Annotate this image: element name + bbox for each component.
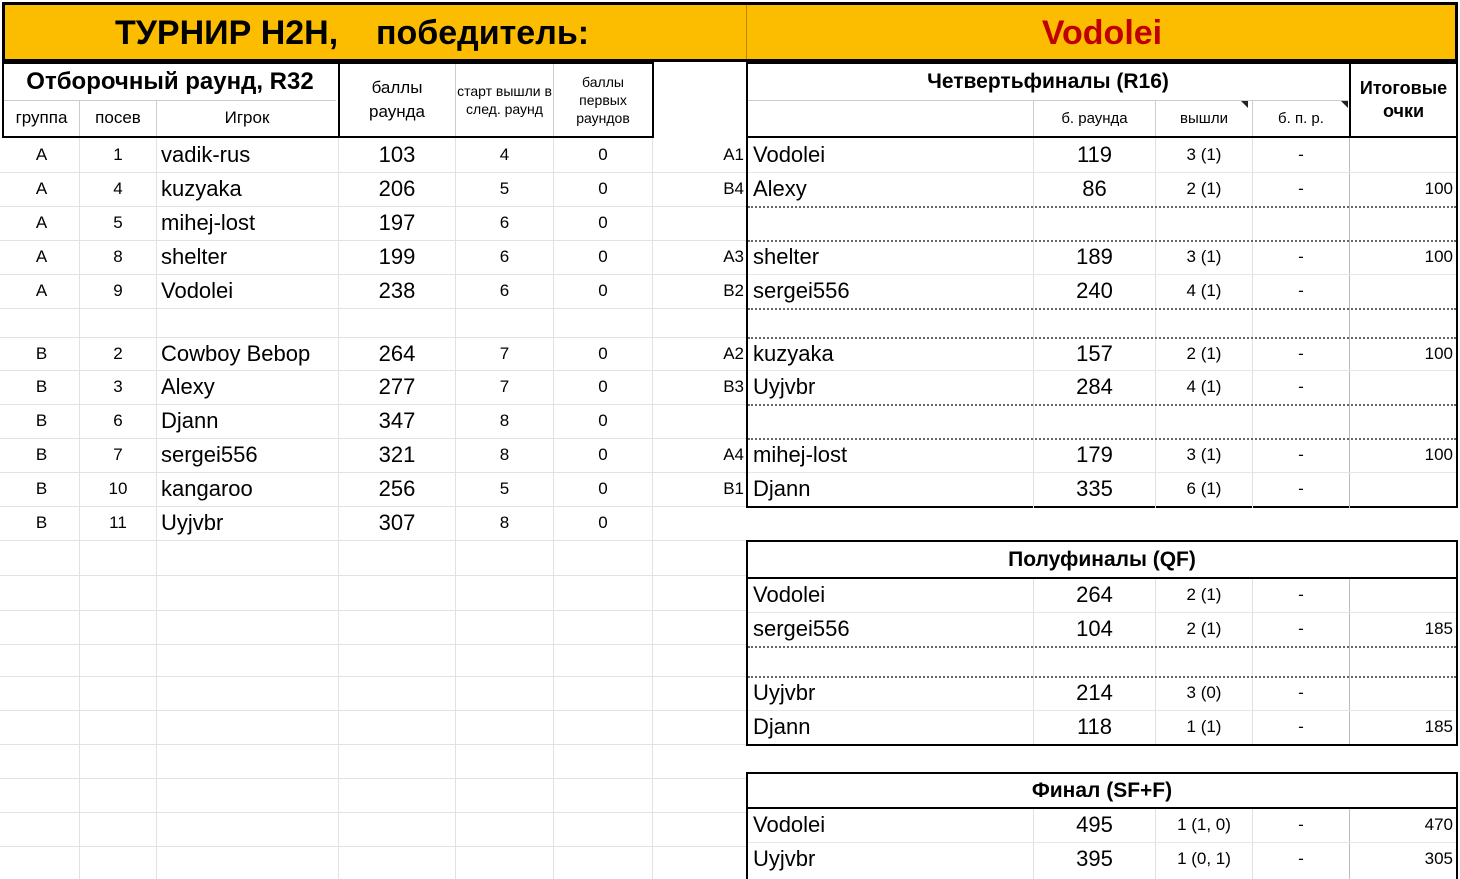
q-first-points: 0 (598, 377, 608, 396)
match-final-points: 100 (1424, 344, 1453, 363)
q-round-points: 347 (378, 408, 416, 433)
q-round-points: 256 (378, 476, 416, 501)
q-seed: 6 (113, 411, 123, 430)
match-advanced: 3 (1) (1186, 445, 1222, 464)
q-first-points: 0 (598, 411, 608, 430)
q-seed: 7 (113, 445, 123, 464)
q-seed: 10 (108, 479, 128, 498)
match-bpr: - (1298, 344, 1304, 363)
qualifying-title: Отборочный раунд, R32 (26, 68, 314, 95)
match-round-points: 86 (1082, 176, 1107, 201)
match-player: Uyjvbr (753, 680, 816, 705)
q-start: 8 (499, 411, 510, 430)
match-round-points: 189 (1076, 244, 1113, 269)
final-title: Финал (SF+F) (1031, 778, 1173, 802)
q-seed: 3 (113, 377, 123, 396)
match-bpr: - (1298, 815, 1304, 834)
q-group: A (35, 145, 48, 164)
match-final-points: 100 (1424, 179, 1453, 198)
q-start: 6 (499, 247, 510, 266)
match-player: sergei556 (753, 616, 850, 641)
col-divider (1349, 138, 1350, 508)
col-seed: посев (95, 108, 141, 127)
q-player: Alexy (161, 374, 215, 399)
match-separator (748, 240, 1456, 242)
q-first-points: 0 (598, 213, 608, 232)
match-advanced: 1 (0, 1) (1177, 849, 1231, 868)
match-advanced: 2 (1) (1186, 179, 1222, 198)
match-round-points: 335 (1076, 476, 1113, 501)
match-advanced: 2 (1) (1186, 344, 1222, 363)
q-player: kuzyaka (161, 176, 242, 201)
grid-line (0, 812, 746, 813)
col-divider (1349, 809, 1350, 879)
match-bpr: - (1298, 145, 1304, 164)
grid-line (0, 710, 746, 711)
qf-seed: A2 (723, 344, 744, 363)
q-round-points: 206 (378, 176, 416, 201)
match-bpr: - (1298, 849, 1304, 868)
grid-line (0, 846, 746, 847)
row-line (748, 274, 1456, 275)
match-bpr: - (1298, 247, 1304, 266)
match-bpr: - (1298, 479, 1304, 498)
comment-marker-icon (1241, 101, 1248, 108)
match-separator (748, 308, 1456, 310)
q-seed: 11 (109, 513, 127, 532)
grid-line (156, 138, 157, 879)
grid-line (0, 644, 746, 645)
match-round-points: 395 (1076, 846, 1113, 871)
qf-seed: B2 (723, 281, 744, 300)
match-bpr: - (1298, 445, 1304, 464)
grid-line (0, 676, 746, 677)
match-player: Alexy (753, 176, 807, 201)
q-round-points: 103 (378, 142, 416, 167)
match-round-points: 157 (1076, 341, 1113, 366)
match-player: shelter (753, 244, 820, 269)
match-advanced: 4 (1) (1186, 377, 1222, 396)
q-round-points: 199 (378, 244, 416, 269)
q-start: 7 (499, 344, 510, 363)
col-player: Игрок (224, 108, 270, 127)
match-bpr: - (1298, 585, 1304, 604)
q-start: 8 (499, 513, 510, 532)
row-line (748, 172, 1456, 173)
match-bpr: - (1298, 281, 1304, 300)
q-group: B (35, 344, 48, 363)
match-advanced: 6 (1) (1186, 479, 1222, 498)
match-final-points: 305 (1424, 849, 1453, 868)
match-final-points: 185 (1424, 619, 1453, 638)
match-player: kuzyaka (753, 341, 834, 366)
q-first-points: 0 (598, 145, 608, 164)
q-first-points: 0 (598, 445, 608, 464)
q-round-points: 321 (378, 442, 416, 467)
q-round-points: 264 (378, 341, 416, 366)
match-player: Uyjvbr (753, 846, 816, 871)
title-divider (746, 5, 747, 59)
q-group: A (35, 213, 48, 232)
q-start: 5 (499, 179, 510, 198)
match-final-points (1352, 472, 1453, 506)
match-player: Uyjvbr (753, 374, 816, 399)
match-separator (748, 438, 1456, 440)
match-bpr: - (1298, 179, 1304, 198)
grid-line (652, 138, 653, 879)
q-first-points: 0 (598, 479, 608, 498)
quarterfinals-title: Четвертьфиналы (R16) (927, 70, 1169, 93)
q-start: 5 (499, 479, 510, 498)
hdr-divider (553, 64, 554, 136)
match-round-points: 240 (1076, 278, 1113, 303)
match-separator (748, 404, 1456, 406)
match-player: mihej-lost (753, 442, 848, 467)
q-start: 6 (499, 213, 510, 232)
match-player: Djann (753, 714, 811, 739)
q-player: Cowboy Bebop (161, 341, 311, 366)
q-seed: 1 (113, 145, 123, 164)
match-separator (748, 206, 1456, 208)
match-separator (748, 676, 1456, 678)
grid-line (0, 308, 746, 309)
qf-seed: A4 (723, 445, 744, 464)
match-separator (748, 337, 1456, 339)
q-round-points: 197 (378, 210, 416, 235)
q-first-points: 0 (598, 247, 608, 266)
qf-seed: A1 (723, 145, 744, 164)
grid-line (0, 575, 746, 576)
q-round-points: 307 (378, 510, 416, 535)
col-qf-round-points: б. раунда (1061, 109, 1128, 127)
match-final-points: 100 (1424, 247, 1453, 266)
match-final-points: 470 (1424, 815, 1453, 834)
col-start: старт вышли в след. раунд (457, 83, 552, 117)
match-player: Vodolei (753, 142, 826, 167)
tournament-title: ТУРНИР H2H, победитель: (115, 13, 590, 52)
match-round-points: 119 (1076, 142, 1113, 167)
match-bpr: - (1298, 717, 1304, 736)
q-group: A (35, 247, 48, 266)
match-advanced: 4 (1) (1186, 281, 1222, 300)
q-player: shelter (161, 244, 228, 269)
col-first-points: баллы первых раундов (576, 74, 630, 126)
q-start: 8 (499, 445, 510, 464)
qf-seed: B1 (723, 479, 744, 498)
q-first-points: 0 (598, 281, 608, 300)
match-advanced: 1 (1, 0) (1177, 815, 1231, 834)
q-round-points: 238 (378, 278, 416, 303)
q-group: A (35, 179, 48, 198)
row-line (748, 842, 1456, 843)
col-group: группа (15, 108, 68, 127)
row-line (748, 370, 1456, 371)
match-final-points: 100 (1424, 445, 1453, 464)
q-player: Djann (161, 408, 219, 433)
match-round-points: 179 (1076, 442, 1113, 467)
grid-line (0, 610, 746, 611)
row-line (748, 472, 1456, 473)
col-final-points: Итоговые очки (1359, 78, 1448, 121)
q-group: B (35, 411, 48, 430)
q-player: mihej-lost (161, 210, 256, 235)
q-group: B (35, 445, 48, 464)
grid-line (0, 744, 746, 745)
match-advanced: 3 (1) (1186, 145, 1222, 164)
q-seed: 5 (113, 213, 123, 232)
q-first-points: 0 (598, 179, 608, 198)
row-line (748, 710, 1456, 711)
q-group: B (35, 377, 48, 396)
q-group: A (35, 281, 48, 300)
match-advanced: 1 (1) (1186, 717, 1222, 736)
hdr-divider (455, 64, 456, 136)
match-player: Vodolei (753, 812, 826, 837)
q-player: Uyjvbr (161, 510, 224, 535)
match-advanced: 2 (1) (1186, 619, 1222, 638)
match-final-points (1352, 370, 1453, 404)
match-final-points (1352, 676, 1453, 710)
q-start: 7 (499, 377, 510, 396)
match-advanced: 3 (0) (1186, 683, 1222, 702)
match-separator (748, 646, 1456, 648)
match-player: sergei556 (753, 278, 850, 303)
q-player: Vodolei (161, 278, 234, 303)
comment-marker-icon (1341, 101, 1348, 108)
match-round-points: 284 (1076, 374, 1113, 399)
q-seed: 9 (113, 281, 123, 300)
match-player: Vodolei (753, 582, 826, 607)
q-first-points: 0 (598, 344, 608, 363)
match-final-points: 185 (1424, 717, 1453, 736)
col-divider (1349, 579, 1350, 744)
q-group: B (35, 513, 48, 532)
q-seed: 4 (113, 179, 123, 198)
match-round-points: 104 (1076, 616, 1113, 641)
q-start: 6 (499, 281, 510, 300)
match-round-points: 264 (1076, 582, 1113, 607)
q-player: sergei556 (161, 442, 258, 467)
match-round-points: 118 (1076, 714, 1113, 739)
match-round-points: 495 (1076, 812, 1113, 837)
q-player: kangaroo (161, 476, 253, 501)
match-round-points: 214 (1076, 680, 1113, 705)
winner-name: Vodolei (1041, 13, 1163, 52)
q-seed: 8 (113, 247, 123, 266)
col-round-points: баллы раунда (369, 78, 425, 121)
q-round-points: 277 (378, 374, 416, 399)
row-line (748, 612, 1456, 613)
q-player: vadik-rus (161, 142, 251, 167)
qf-seed: B3 (723, 377, 744, 396)
match-advanced: 3 (1) (1186, 247, 1222, 266)
match-advanced: 2 (1) (1186, 585, 1222, 604)
qf-seed: B4 (723, 179, 744, 198)
q-start: 4 (499, 145, 510, 164)
match-player: Djann (753, 476, 811, 501)
match-bpr: - (1298, 619, 1304, 638)
match-bpr: - (1298, 377, 1304, 396)
qf-seed: A3 (723, 247, 744, 266)
grid-line (0, 540, 746, 541)
grid-line (0, 778, 746, 779)
match-final-points (1352, 578, 1453, 612)
semifinals-title: Полуфиналы (QF) (1008, 547, 1196, 571)
match-final-points (1352, 274, 1453, 308)
col-qf-bpr: б. п. р. (1278, 109, 1324, 127)
col-qf-advanced: вышли (1180, 109, 1228, 127)
q-first-points: 0 (598, 513, 608, 532)
q-group: B (35, 479, 48, 498)
match-bpr: - (1298, 683, 1304, 702)
match-final-points (1352, 138, 1453, 172)
q-seed: 2 (113, 344, 123, 363)
